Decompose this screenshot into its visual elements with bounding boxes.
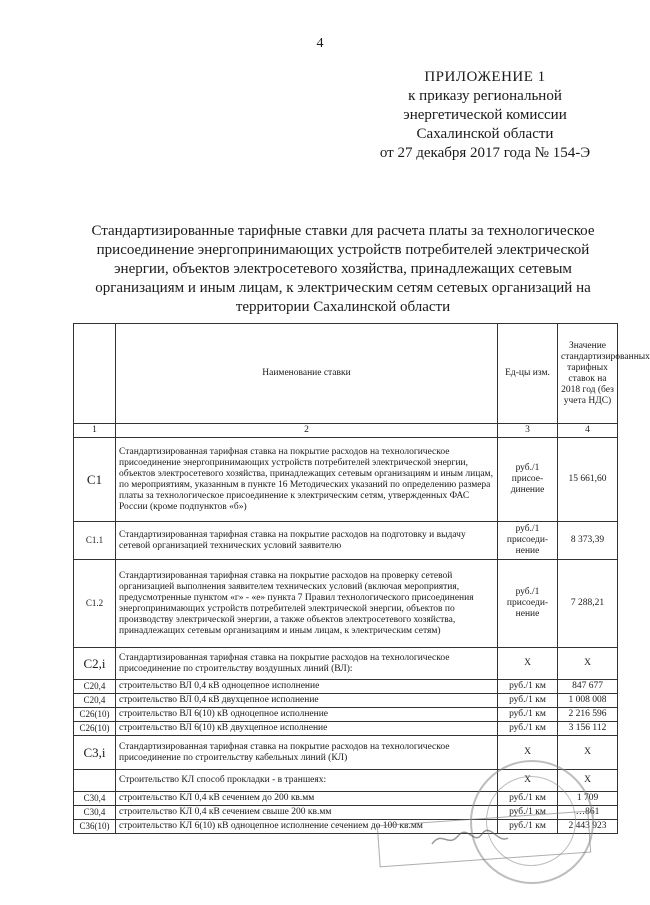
- rate-code: C30,4: [74, 806, 116, 820]
- appendix-line-1: к приказу региональной: [408, 88, 562, 104]
- rate-name: Стандартизированная тарифная ставка на покрытие расходов на технологическое присоединение энергопринимающих устройств потребителей электрической энергии, объектов электросетевого хозяйства, принадлежащих сетевым организациям и иным лицам, по мероприятиям, указанным в пункте 16 Методических указаний по определению размера платы за технологическое присоединение к электрическим сетям, утвержденных ФАС России (кроме подпунктов «б»): [116, 438, 498, 522]
- rate-unit: Х: [498, 648, 558, 680]
- header-code: [74, 324, 116, 424]
- rate-value: 3 156 112: [558, 722, 618, 736]
- rate-code: C20,4: [74, 680, 116, 694]
- rate-value: 2 216 596: [558, 708, 618, 722]
- column-number-row: [74, 424, 618, 438]
- table-row: [74, 708, 618, 722]
- header-unit: Ед-цы изм.: [498, 324, 558, 424]
- header-name: Наименование ставки: [116, 324, 498, 424]
- rate-code: C3,i: [74, 736, 116, 770]
- header-value: Значение стандартизированных тарифных ставок на 2018 год (без учета НДС): [558, 324, 618, 424]
- rate-code: C30,4: [74, 792, 116, 806]
- appendix-line-4: от 27 декабря 2017 года № 154-Э: [379, 145, 591, 161]
- rate-code: C2,i: [74, 648, 116, 680]
- rate-value: …861: [558, 806, 618, 820]
- rate-unit: руб./1 км: [498, 680, 558, 694]
- rate-name: строительство КЛ 6(10) кВ одноцепное исполнение сечением до 100 кв.мм: [116, 820, 498, 834]
- column-number: 3: [498, 424, 558, 438]
- page-number: 4: [316, 36, 324, 51]
- rate-value: 1 008 008: [558, 694, 618, 708]
- rate-unit: руб./1 км: [498, 708, 558, 722]
- column-number: 1: [74, 424, 116, 438]
- table-row: [74, 680, 618, 694]
- column-number: 2: [116, 424, 498, 438]
- rate-unit: руб./1 км: [498, 806, 558, 820]
- rate-name: строительство КЛ 0,4 кВ сечением до 200 кв.мм: [116, 792, 498, 806]
- appendix-line-2: энергетической комиссии: [403, 107, 567, 123]
- rate-name: строительство КЛ 0,4 кВ сечением свыше 200 кв.мм: [116, 806, 498, 820]
- appendix-block: [360, 68, 610, 163]
- rate-value: Х: [558, 770, 618, 792]
- rate-name: Стандартизированная тарифная ставка на покрытие расходов на технологическое присоединение по строительству кабельных линий (КЛ): [116, 736, 498, 770]
- rate-name: строительство ВЛ 6(10) кВ одноцепное исполнение: [116, 708, 498, 722]
- rate-value: 7 288,21: [558, 560, 618, 648]
- rate-code: C26(10): [74, 722, 116, 736]
- table-row: [74, 694, 618, 708]
- rate-unit: руб./1 км: [498, 820, 558, 834]
- rate-name: Стандартизированная тарифная ставка на покрытие расходов на подготовку и выдачу сетевой организацией технических условий заявителю: [116, 522, 498, 560]
- table-header-row: [74, 324, 618, 424]
- table-row: [74, 438, 618, 522]
- rate-code: C1.2: [74, 560, 116, 648]
- rate-name: Стандартизированная тарифная ставка на покрытие расходов на технологическое присоединение по строительству воздушных линий (ВЛ):: [116, 648, 498, 680]
- rate-name: Строительство КЛ способ прокладки - в траншеях:: [116, 770, 498, 792]
- table-row: [74, 648, 618, 680]
- rate-value: Х: [558, 736, 618, 770]
- rate-unit: руб./1 присое-динение: [498, 438, 558, 522]
- rate-value: 2 443 923: [558, 820, 618, 834]
- column-number: 4: [558, 424, 618, 438]
- rate-name: строительство ВЛ 6(10) кВ двухцепное исполнение: [116, 722, 498, 736]
- rate-code: [74, 770, 116, 792]
- rate-unit: Х: [498, 770, 558, 792]
- rate-unit: Х: [498, 736, 558, 770]
- rate-value: 8 373,39: [558, 522, 618, 560]
- table-row: [74, 560, 618, 648]
- rate-value: 847 677: [558, 680, 618, 694]
- rate-code: C20,4: [74, 694, 116, 708]
- rate-value: 15 661,60: [558, 438, 618, 522]
- rate-name: строительство ВЛ 0,4 кВ одноцепное исполнение: [116, 680, 498, 694]
- signature-mark: [430, 828, 510, 850]
- appendix-line-3: Сахалинской области: [416, 126, 554, 142]
- appendix-title: ПРИЛОЖЕНИЕ 1: [424, 69, 546, 85]
- rate-unit: руб./1 км: [498, 694, 558, 708]
- table-row: [74, 522, 618, 560]
- document-title: Стандартизированные тарифные ставки для расчета платы за технологическое присоединение энергопринимающих устройств потребителей электрической энергии, объектов электросетевого хозяйства, принадлежащих сетевым организациям и иным лицам, к электрическим сетям сетевых организаций на территории Сахалинской области: [91, 223, 595, 315]
- rate-code: C36(10): [74, 820, 116, 834]
- rate-name: Стандартизированная тарифная ставка на покрытие расходов на проверку сетевой организацией выполнения заявителем технических условий (включая мероприятия, предусмотренные пунктом «г» - «е» пункта 7 Правил технологического присоединения энергопринимающих устройств потребителей электрической энергии, объектов по производству электрической энергии, а также объектов электросетевого хозяйства, принадлежащих сетевым организациям и иным лицам, к электрическим сетям): [116, 560, 498, 648]
- rates-table: [73, 323, 650, 834]
- table-row: [74, 722, 618, 736]
- rate-unit: руб./1 присоеди-нение: [498, 522, 558, 560]
- rate-unit: руб./1 км: [498, 792, 558, 806]
- rate-code: C1.1: [74, 522, 116, 560]
- rate-code: C1: [74, 438, 116, 522]
- rate-name: строительство ВЛ 0,4 кВ двухцепное исполнение: [116, 694, 498, 708]
- rate-value: Х: [558, 648, 618, 680]
- rate-unit: руб./1 присоеди-нение: [498, 560, 558, 648]
- rate-value: 1 709: [558, 792, 618, 806]
- rate-code: C26(10): [74, 708, 116, 722]
- rate-unit: руб./1 км: [498, 722, 558, 736]
